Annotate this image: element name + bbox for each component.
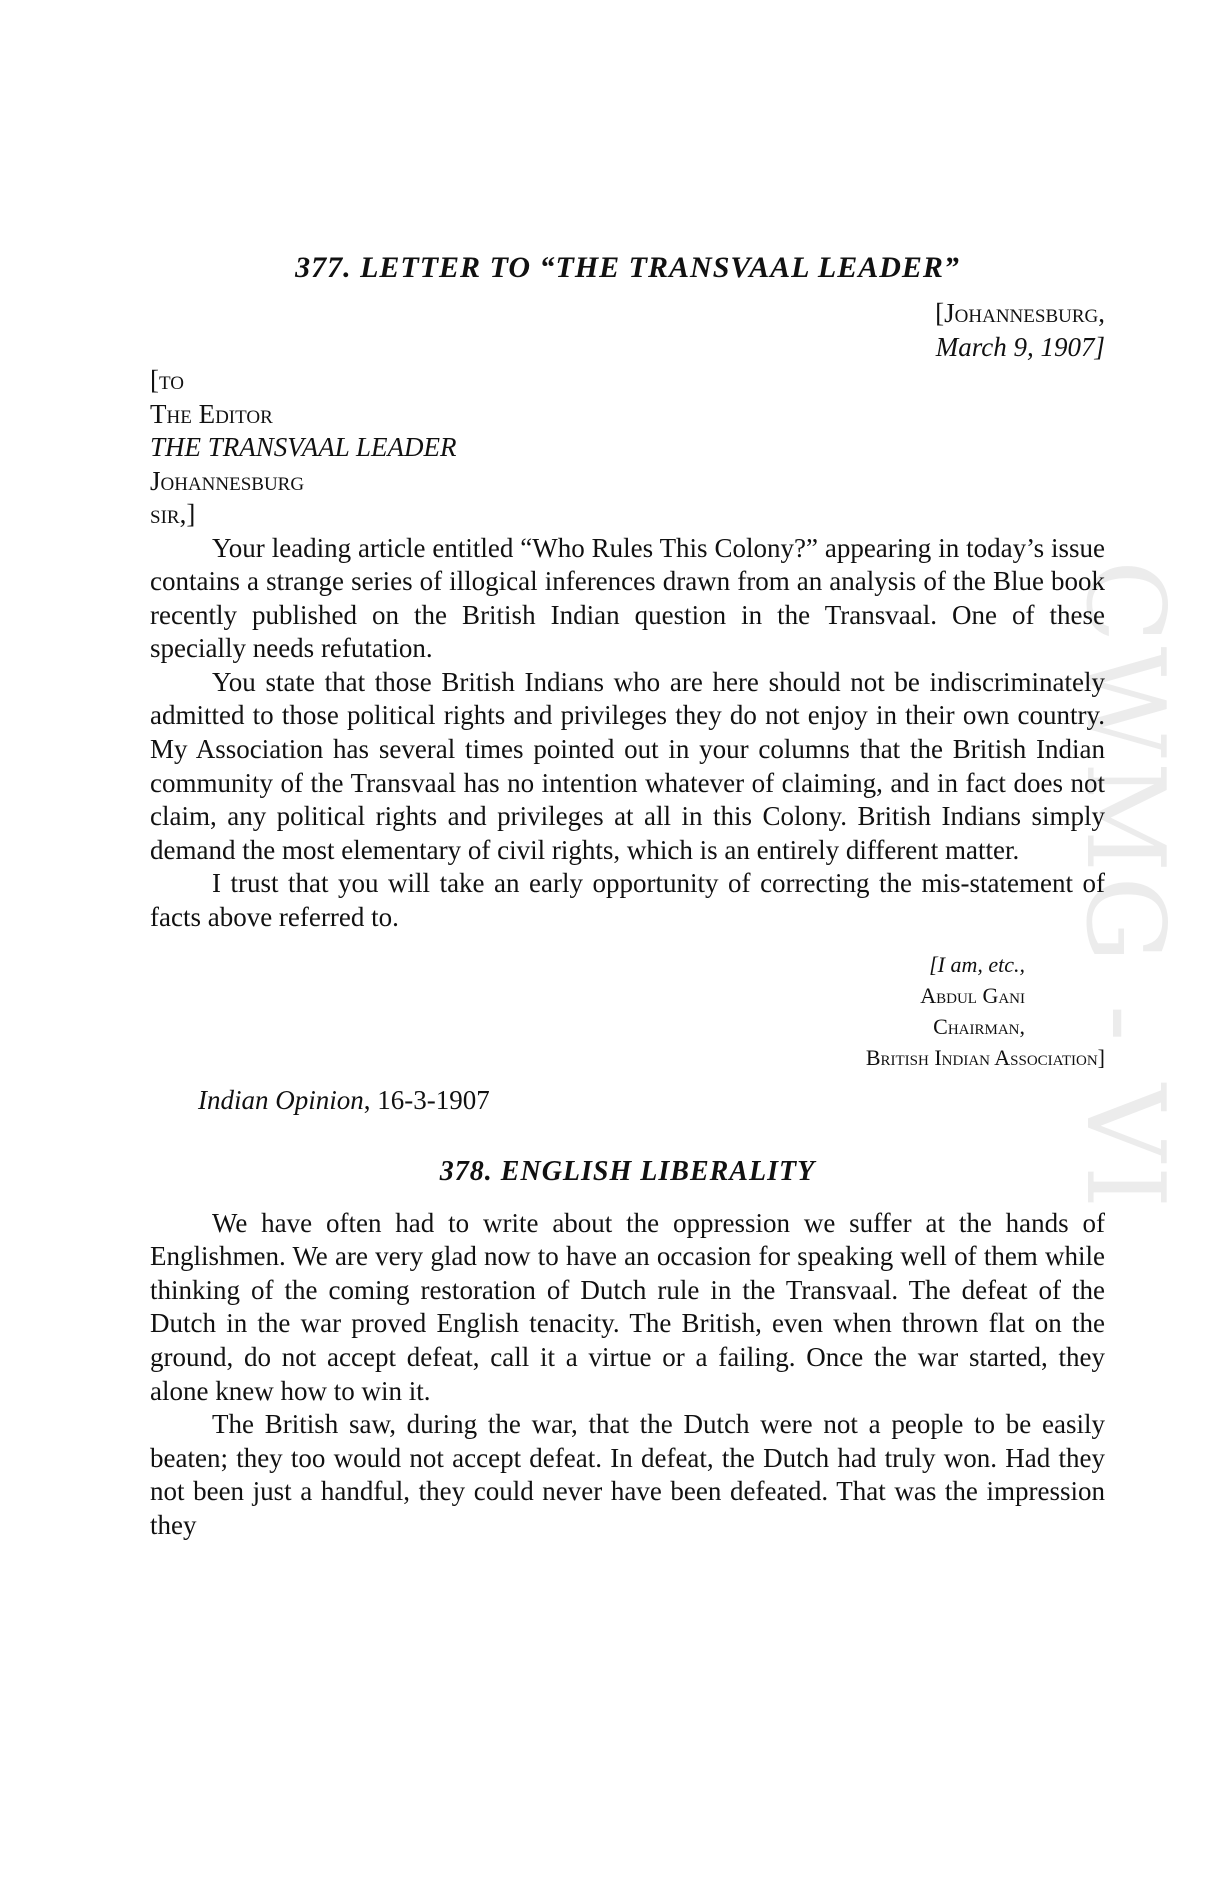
source-date: , 16-3-1907 — [363, 1084, 490, 1115]
signature-block — [150, 949, 1105, 1073]
paragraph: You state that those British Indians who are here should not be indiscriminately admitted to those political rights and privileges they do not enjoy in their own country. My Association has several times pointed out in your columns that the British Indian community of the Transvaal has no intention whatever of claiming, and in fact does not claim, any political rights and privileges at all in this Colony. British Indians simply demand the most elementary of civil rights, which is an entirely different matter. — [150, 666, 1105, 865]
dateline-place: [Johannesburg, — [935, 298, 1105, 328]
watermark: CWMG - VI — [1062, 560, 1187, 1213]
paragraph: I trust that you will take an early opportunity of correcting the mis-statement of facts above referred to. — [150, 868, 1105, 933]
article-title: 377. LETTER TO “THE TRANSVAAL LEADER” — [295, 251, 960, 284]
address-to: [to — [150, 365, 184, 395]
paragraph: The British saw, during the war, that the Dutch were not a people to be easily beaten; they too would not accept defeat. In defeat, the Dutch had truly won. Had they not been just a handful, they could never have been defeated. That was the impression they — [150, 1409, 1105, 1540]
signature-name: Abdul Gani — [920, 982, 1025, 1008]
address-block — [150, 364, 1105, 532]
address-city: Johannesburg — [150, 465, 305, 496]
signature-closing: [I am, etc., — [929, 951, 1025, 977]
address-paper: THE TRANSVAAL LEADER — [150, 432, 457, 462]
source-citation — [198, 1083, 1105, 1117]
page — [150, 250, 1105, 1543]
address-editor: The Editor — [150, 398, 273, 429]
paragraph: Your leading article entitled “Who Rules This Colony?” appearing in today’s issue contains a strange series of illogical inferences drawn from an analysis of the Blue book recently published on the British Indian question in the Transvaal. One of these specially needs refutation. — [150, 532, 1105, 664]
source-name: Indian Opinion — [198, 1084, 364, 1115]
signature-title: Chairman, — [933, 1013, 1025, 1039]
signature-organization: British Indian Association] — [865, 1044, 1105, 1070]
paragraph: We have often had to write about the oppression we suffer at the hands of Englishmen. We are very glad now to have an occasion for speaking well of them while thinking of the coming restoration of Dutch rule in the Transvaal. The defeat of the Dutch in the war proved English tenacity. The British, even when thrown flat on the ground, do not accept defeat, call it a virtue or a failing. Once the war started, they alone knew how to win it. — [150, 1207, 1105, 1406]
dateline — [150, 296, 1105, 364]
salutation: sir,] — [150, 499, 196, 529]
dateline-date: March 9, 1907] — [935, 332, 1105, 362]
article-title-2: 378. ENGLISH LIBERALITY — [439, 1155, 816, 1187]
